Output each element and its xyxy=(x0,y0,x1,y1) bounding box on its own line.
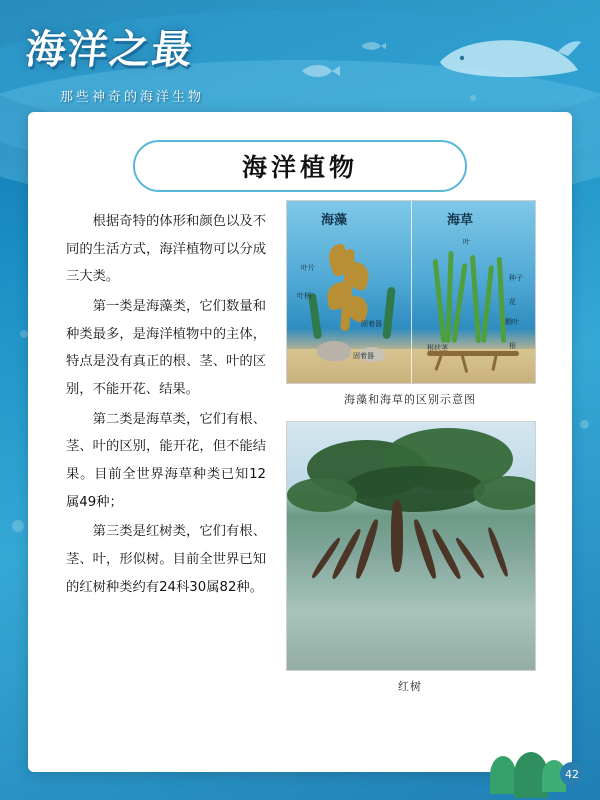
diagram-label: 根 xyxy=(509,342,516,350)
fish-icon xyxy=(300,62,340,80)
mangrove-trunk xyxy=(391,500,403,572)
diagram-label: 叶柄 xyxy=(297,292,311,300)
seagrass-blade xyxy=(470,255,481,343)
diagram-label: 叶 xyxy=(463,238,470,246)
whale-icon xyxy=(432,26,582,86)
algae-frond xyxy=(382,287,395,340)
paragraph: 第三类是红树类，它们有根、茎、叶，形似树。目前全世界已知的红树种类约有24科30属82种。 xyxy=(66,524,266,595)
diagram-divider xyxy=(411,201,412,383)
prop-root xyxy=(486,527,509,578)
seagrass-blade xyxy=(451,263,467,343)
bubble-decoration xyxy=(20,330,28,338)
paragraph: 第二类是海草类，它们有根、茎、叶的区别，能开花，但不能结果。目前全世界海草种类已知12属49种； xyxy=(66,411,266,510)
prop-root xyxy=(412,518,439,579)
mangrove-canopy xyxy=(473,476,536,510)
article-title-pill xyxy=(133,140,467,192)
figure-column xyxy=(286,200,534,694)
diagram-label: 鞘叶 xyxy=(505,318,519,326)
brand-logo: 海洋之最 xyxy=(23,27,197,73)
diagram-label: 叶片 xyxy=(301,264,315,272)
mangrove-photo xyxy=(286,421,536,671)
rock xyxy=(317,341,351,361)
content-card xyxy=(28,112,572,772)
page-header xyxy=(0,0,600,120)
mangrove-canopy xyxy=(345,466,485,512)
diagram-label: 花 xyxy=(509,298,516,306)
prop-root xyxy=(354,518,381,579)
seagrass-blade xyxy=(433,259,447,343)
figure-caption: 海藻和海草的区别示意图 xyxy=(344,393,476,406)
seagrass-blade xyxy=(481,265,494,343)
diagram-label: 根状茎 xyxy=(427,344,448,352)
diagram-label: 种子 xyxy=(509,274,523,282)
diagram-label: 固着器 xyxy=(361,320,382,328)
article-body xyxy=(66,208,266,603)
bubble-decoration xyxy=(580,420,589,429)
paragraph: 根据奇特的体形和颜色以及不同的生活方式，海洋植物可以分成三大类。 xyxy=(66,214,266,285)
diagram-label: 固着器 xyxy=(353,352,374,360)
brand-subtitle: 那些神奇的海洋生物 xyxy=(60,89,205,104)
fish-icon xyxy=(360,40,386,52)
page-title: 海洋植物 xyxy=(241,153,358,182)
diagram-right-title: 海草 xyxy=(447,213,474,228)
mangrove-canopy xyxy=(287,478,357,512)
water xyxy=(287,574,535,670)
page-number-badge: 42 xyxy=(560,762,584,786)
seagrass-blade xyxy=(497,257,506,343)
paragraph: 第一类是海藻类，它们数量和种类最多，是海洋植物中的主体，特点是没有真正的根、茎、叶的区别，不能开花、结果。 xyxy=(66,298,266,397)
coral-decoration xyxy=(480,720,600,800)
figure-caption: 红树 xyxy=(398,680,422,693)
coral-icon xyxy=(490,756,516,794)
bubble-decoration xyxy=(12,520,24,532)
diagram-left-title: 海藻 xyxy=(321,213,348,228)
seaweed-seagrass-diagram xyxy=(286,200,536,384)
